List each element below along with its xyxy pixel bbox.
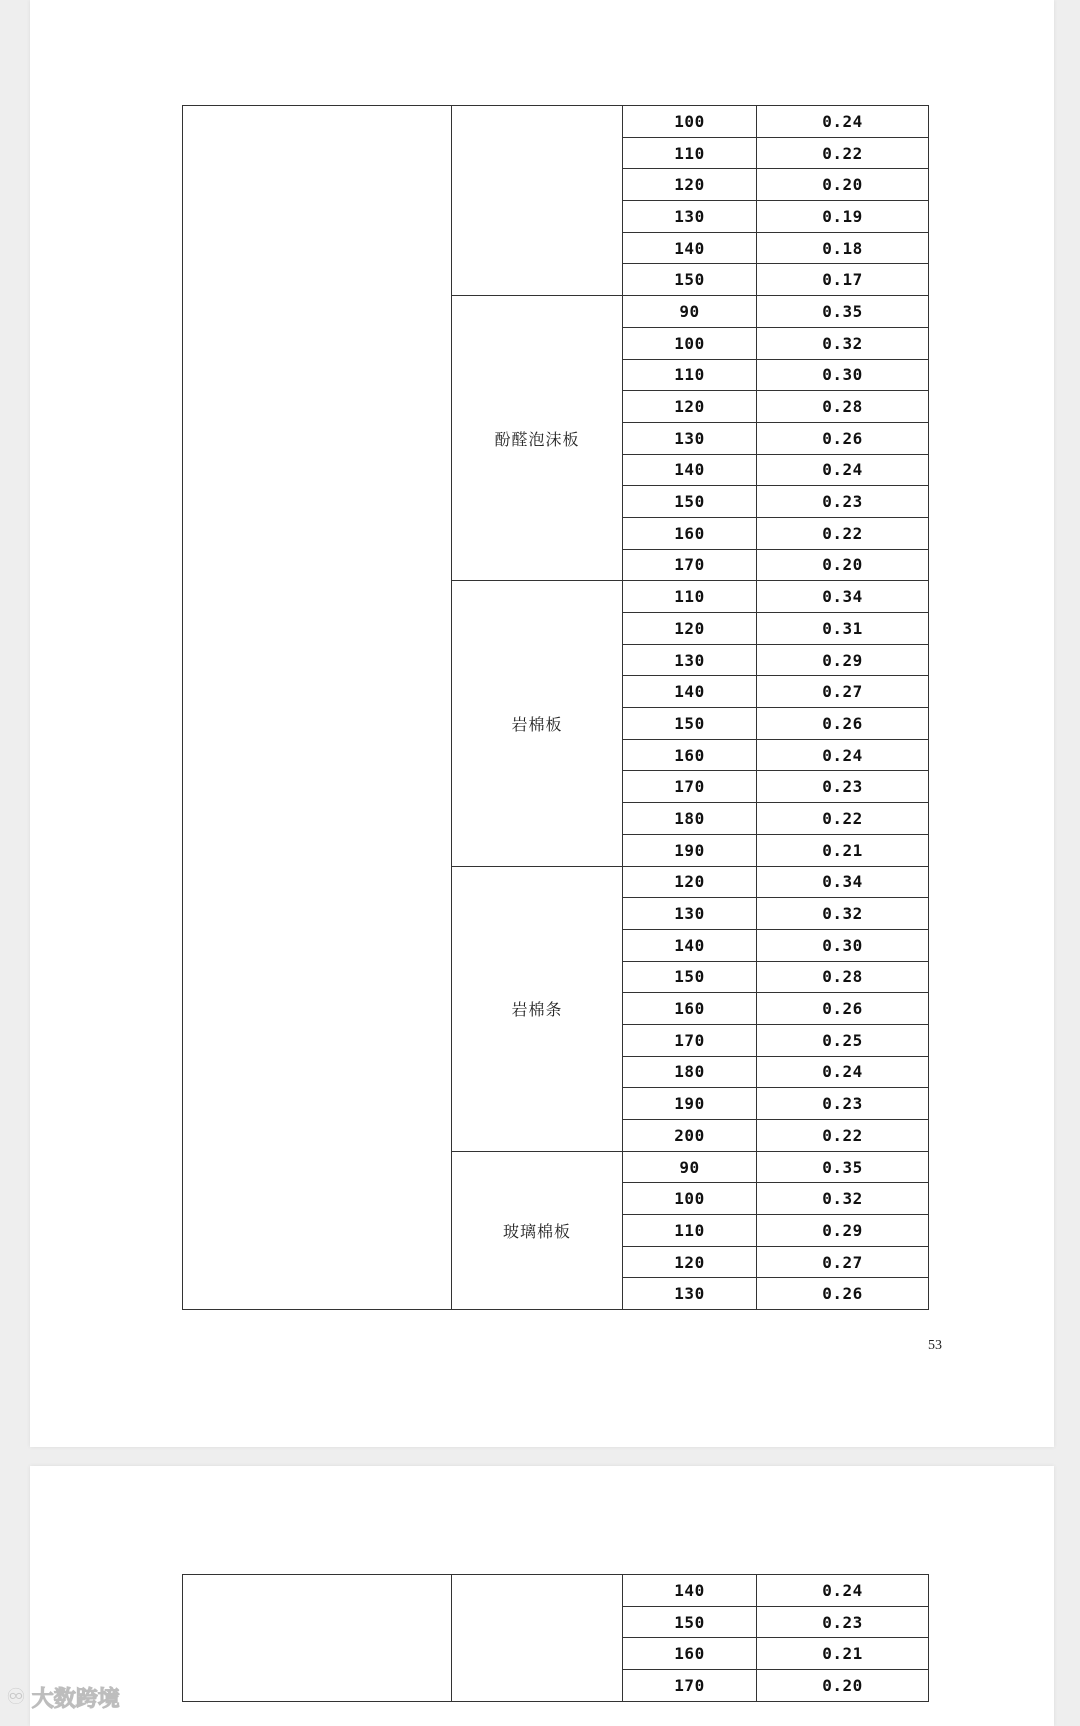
thickness-cell: 150 — [623, 961, 757, 993]
insulation-spec-table — [182, 105, 929, 1310]
thickness-cell: 140 — [623, 232, 757, 264]
value-cell: 0.26 — [757, 1278, 929, 1310]
material-cell: 玻璃棉板 — [452, 1151, 623, 1309]
value-cell: 0.24 — [757, 1575, 929, 1607]
value-cell: 0.20 — [757, 1670, 929, 1702]
value-cell: 0.28 — [757, 391, 929, 423]
value-cell: 0.34 — [757, 866, 929, 898]
value-cell: 0.24 — [757, 739, 929, 771]
thickness-cell: 170 — [623, 771, 757, 803]
value-cell: 0.34 — [757, 581, 929, 613]
thickness-cell: 90 — [623, 1151, 757, 1183]
value-cell: 0.32 — [757, 1183, 929, 1215]
thickness-cell: 110 — [623, 581, 757, 613]
value-cell: 0.20 — [757, 169, 929, 201]
value-cell: 0.29 — [757, 644, 929, 676]
table-row — [183, 1575, 929, 1607]
thickness-cell: 120 — [623, 169, 757, 201]
watermark-text: 大数跨境 — [31, 1687, 120, 1712]
thickness-cell: 180 — [623, 1056, 757, 1088]
thickness-cell: 130 — [623, 422, 757, 454]
value-cell: 0.26 — [757, 422, 929, 454]
thickness-cell: 140 — [623, 1575, 757, 1607]
value-cell: 0.22 — [757, 137, 929, 169]
table-body — [183, 106, 929, 1310]
thickness-cell: 170 — [623, 549, 757, 581]
thickness-cell: 160 — [623, 1638, 757, 1670]
thickness-cell: 130 — [623, 1278, 757, 1310]
value-cell: 0.31 — [757, 613, 929, 645]
value-cell: 0.26 — [757, 708, 929, 740]
thickness-cell: 110 — [623, 137, 757, 169]
value-cell: 0.27 — [757, 676, 929, 708]
thickness-cell: 100 — [623, 327, 757, 359]
value-cell: 0.23 — [757, 486, 929, 518]
value-cell: 0.22 — [757, 517, 929, 549]
material-cell: 岩棉板 — [452, 581, 623, 866]
thickness-cell: 160 — [623, 517, 757, 549]
value-cell: 0.32 — [757, 327, 929, 359]
value-cell: 0.21 — [757, 834, 929, 866]
insulation-spec-table-continued — [182, 1574, 929, 1702]
value-cell: 0.22 — [757, 803, 929, 835]
material-cell: 酚醛泡沫板 — [452, 296, 623, 581]
thickness-cell: 120 — [623, 1246, 757, 1278]
thickness-cell: 200 — [623, 1120, 757, 1152]
thickness-cell: 100 — [623, 106, 757, 138]
thickness-cell: 150 — [623, 1606, 757, 1638]
thickness-cell: 110 — [623, 359, 757, 391]
value-cell: 0.24 — [757, 454, 929, 486]
document-page-next — [30, 1466, 1054, 1726]
thickness-cell: 100 — [623, 1183, 757, 1215]
watermark-logo-icon: ♾ — [6, 1685, 26, 1710]
thickness-cell: 130 — [623, 898, 757, 930]
thickness-cell: 120 — [623, 391, 757, 423]
value-cell: 0.24 — [757, 106, 929, 138]
value-cell: 0.25 — [757, 1024, 929, 1056]
value-cell: 0.29 — [757, 1215, 929, 1247]
thickness-cell: 140 — [623, 676, 757, 708]
value-cell: 0.24 — [757, 1056, 929, 1088]
value-cell: 0.30 — [757, 929, 929, 961]
watermark — [6, 1682, 120, 1713]
table-body — [183, 1575, 929, 1702]
material-cell — [452, 1575, 623, 1702]
value-cell: 0.22 — [757, 1120, 929, 1152]
page-number: 53 — [928, 1338, 942, 1353]
thickness-cell: 110 — [623, 1215, 757, 1247]
thickness-cell: 140 — [623, 929, 757, 961]
value-cell: 0.18 — [757, 232, 929, 264]
thickness-cell: 160 — [623, 739, 757, 771]
thickness-cell: 160 — [623, 993, 757, 1025]
thickness-cell: 190 — [623, 834, 757, 866]
thickness-cell: 90 — [623, 296, 757, 328]
thickness-cell: 150 — [623, 486, 757, 518]
thickness-cell: 140 — [623, 454, 757, 486]
value-cell: 0.23 — [757, 1088, 929, 1120]
value-cell: 0.35 — [757, 296, 929, 328]
category-cell — [183, 1575, 452, 1702]
value-cell: 0.26 — [757, 993, 929, 1025]
value-cell: 0.20 — [757, 549, 929, 581]
thickness-cell: 120 — [623, 613, 757, 645]
thickness-cell: 150 — [623, 264, 757, 296]
document-page-53 — [30, 0, 1054, 1447]
value-cell: 0.27 — [757, 1246, 929, 1278]
value-cell: 0.19 — [757, 201, 929, 233]
thickness-cell: 170 — [623, 1670, 757, 1702]
value-cell: 0.30 — [757, 359, 929, 391]
value-cell: 0.23 — [757, 1606, 929, 1638]
material-cell: 岩棉条 — [452, 866, 623, 1151]
category-cell — [183, 106, 452, 1310]
thickness-cell: 130 — [623, 644, 757, 676]
thickness-cell: 150 — [623, 708, 757, 740]
thickness-cell: 170 — [623, 1024, 757, 1056]
thickness-cell: 190 — [623, 1088, 757, 1120]
value-cell: 0.28 — [757, 961, 929, 993]
value-cell: 0.17 — [757, 264, 929, 296]
table-row — [183, 106, 929, 138]
value-cell: 0.21 — [757, 1638, 929, 1670]
value-cell: 0.23 — [757, 771, 929, 803]
material-cell — [452, 106, 623, 296]
value-cell: 0.35 — [757, 1151, 929, 1183]
value-cell: 0.32 — [757, 898, 929, 930]
thickness-cell: 120 — [623, 866, 757, 898]
thickness-cell: 180 — [623, 803, 757, 835]
thickness-cell: 130 — [623, 201, 757, 233]
